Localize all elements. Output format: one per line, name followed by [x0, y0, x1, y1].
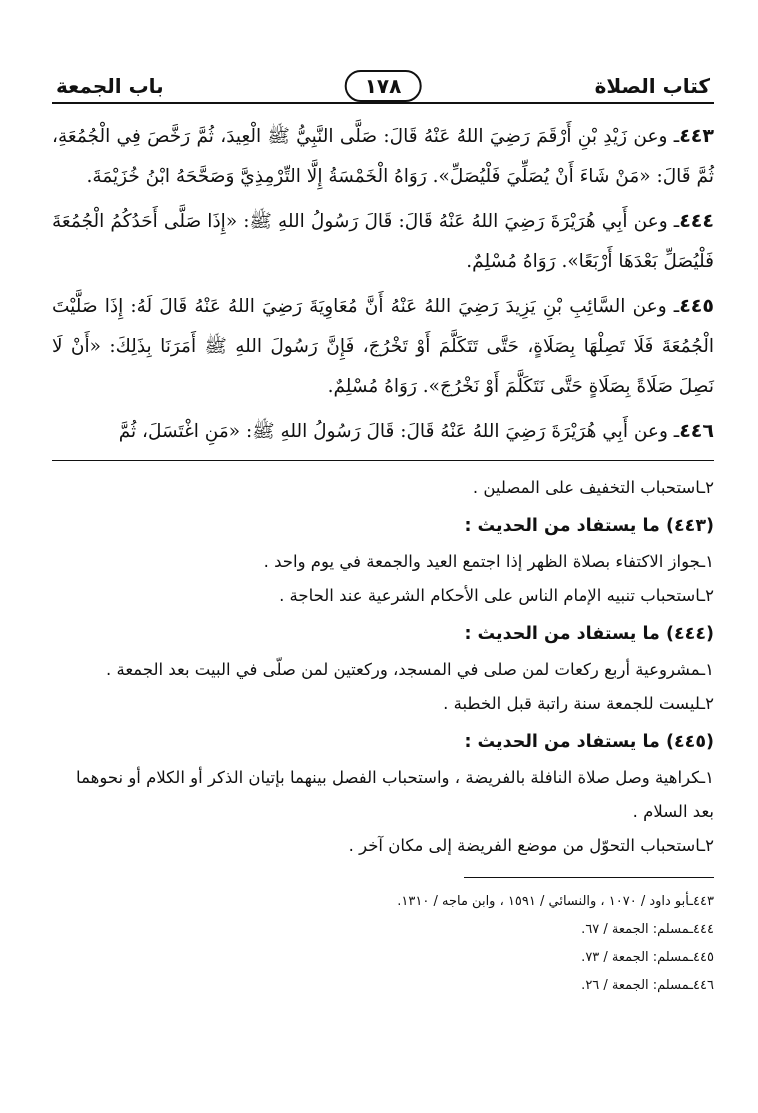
page-number: ١٧٨	[345, 70, 422, 102]
carry-over-line: ٢ـاستحباب التخفيف على المصلين .	[472, 478, 714, 497]
hadith-445	[52, 286, 714, 407]
hadith-text: ـ وعن أَبِي هُرَيْرَةَ رَضِيَ اللهُ عَنْهُ قَالَ: قَالَ رَسُولُ اللهِ ﷺ: «إِذَا صَلَّى أَحَدُكُمُ الْجُمُعَةَ فَلْيُصَلِّ بَعْدَهَا أَرْبَعًا». رَوَاهُ مُسْلِمٌ.	[52, 211, 714, 272]
section-heading: (٤٤٣) ما يستفاد من الحديث :	[464, 516, 714, 536]
footnote: ٤٤٦ـمسلم: الجمعة / ٢٦.	[581, 978, 714, 993]
page-header	[52, 70, 714, 104]
benefits-section-445	[52, 723, 714, 863]
hadith-text: ـ وعن أَبِي هُرَيْرَةَ رَضِيَ اللهُ عَنْهُ قَالَ: قَالَ رَسُولُ اللهِ ﷺ: «مَنِ اغْتَسَلَ، ثُمَّ	[118, 421, 680, 442]
benefit-point: ٢ـاستحباب تنبيه الإمام الناس على الأحكام الشرعية عند الحاجة .	[279, 586, 714, 605]
benefit-point: ١ـكراهية وصل صلاة النافلة بالفريضة ، واستحباب الفصل بينهما بإتيان الذكر أو الكلام أو نحوهما بعد السلام .	[76, 768, 714, 821]
separator-rule	[52, 460, 714, 461]
footnote-rule	[464, 877, 714, 878]
footnote: ٤٤٤ـمسلم: الجمعة / ٦٧.	[581, 922, 714, 937]
hadith-text: ـ وعن السَّائِبِ بْنِ يَزِيدَ رَضِيَ اللهُ عَنْهُ أَنَّ مُعَاوِيَةَ رَضِيَ اللهُ عَنْهُ قَالَ لَهُ: إِذَا صَلَّيْتَ الْجُمُعَةَ فَلَا تَصِلْهَا بِصَلَاةٍ، حَتَّى تَتَكَلَّمَ أَوْ تَخْرُجَ، فَإِنَّ رَسُولَ اللهِ ﷺ أَمَرَنَا بِذَلِكَ: «أَنْ لَا نَصِلَ صَلَاةً بِصَلَاةٍ حَتَّى نَتَكَلَّمَ أَوْ نَخْرُجَ». رَوَاهُ مُسْلِمٌ.	[52, 296, 714, 397]
hadith-446	[52, 411, 714, 452]
benefit-point: ١ـجواز الاكتفاء بصلاة الظهر إذا اجتمع العيد والجمعة في يوم واحد .	[263, 552, 714, 571]
hadith-number: ٤٤٤	[679, 210, 714, 232]
footnote: ٤٤٥ـمسلم: الجمعة / ٧٣.	[581, 950, 714, 965]
hadith-text: ـ وعن زَيْدِ بْنِ أَرْقَمَ رَضِيَ اللهُ عَنْهُ قَالَ: صَلَّى النَّبِيُّ ﷺ الْعِيدَ، ثُمَّ رَخَّصَ فِي الْجُمُعَةِ، ثُمَّ قَالَ: «مَنْ شَاءَ أَنْ يُصَلِّيَ فَلْيُصَلِّ». رَوَاهُ الْخَمْسَةُ إِلَّا التِّرْمِذِيَّ وَصَحَّحَهُ ابْنُ خُزَيْمَةَ.	[52, 126, 714, 187]
footnotes	[52, 888, 714, 1000]
benefit-point: ٢ـاستحباب التحوّل من موضع الفريضة إلى مكان آخر .	[348, 836, 714, 855]
hadith-list	[52, 116, 714, 452]
header-rule	[52, 102, 714, 104]
benefits-section-444	[52, 615, 714, 721]
hadith-443	[52, 116, 714, 197]
chapter-title: باب الجمعة	[56, 74, 164, 98]
section-heading: (٤٤٤) ما يستفاد من الحديث :	[464, 624, 714, 644]
section-heading: (٤٤٥) ما يستفاد من الحديث :	[464, 732, 714, 752]
benefits-section-443	[52, 507, 714, 613]
hadith-444	[52, 201, 714, 282]
book-title: كتاب الصلاة	[594, 74, 710, 98]
benefit-point: ٢ـليست للجمعة سنة راتبة قبل الخطبة .	[443, 694, 714, 713]
hadith-number: ٤٤٥	[679, 295, 714, 317]
footnote: ٤٤٣ـأبو داود / ١٠٧٠ ، والنسائي / ١٥٩١ ، وابن ماجه / ١٣١٠.	[397, 894, 714, 909]
hadith-number: ٤٤٣	[679, 125, 714, 147]
benefit-point: ١ـمشروعية أربع ركعات لمن صلى في المسجد، وركعتين لمن صلّى في البيت بعد الجمعة .	[105, 660, 714, 679]
hadith-number: ٤٤٦	[679, 420, 714, 442]
book-page	[52, 70, 714, 1090]
